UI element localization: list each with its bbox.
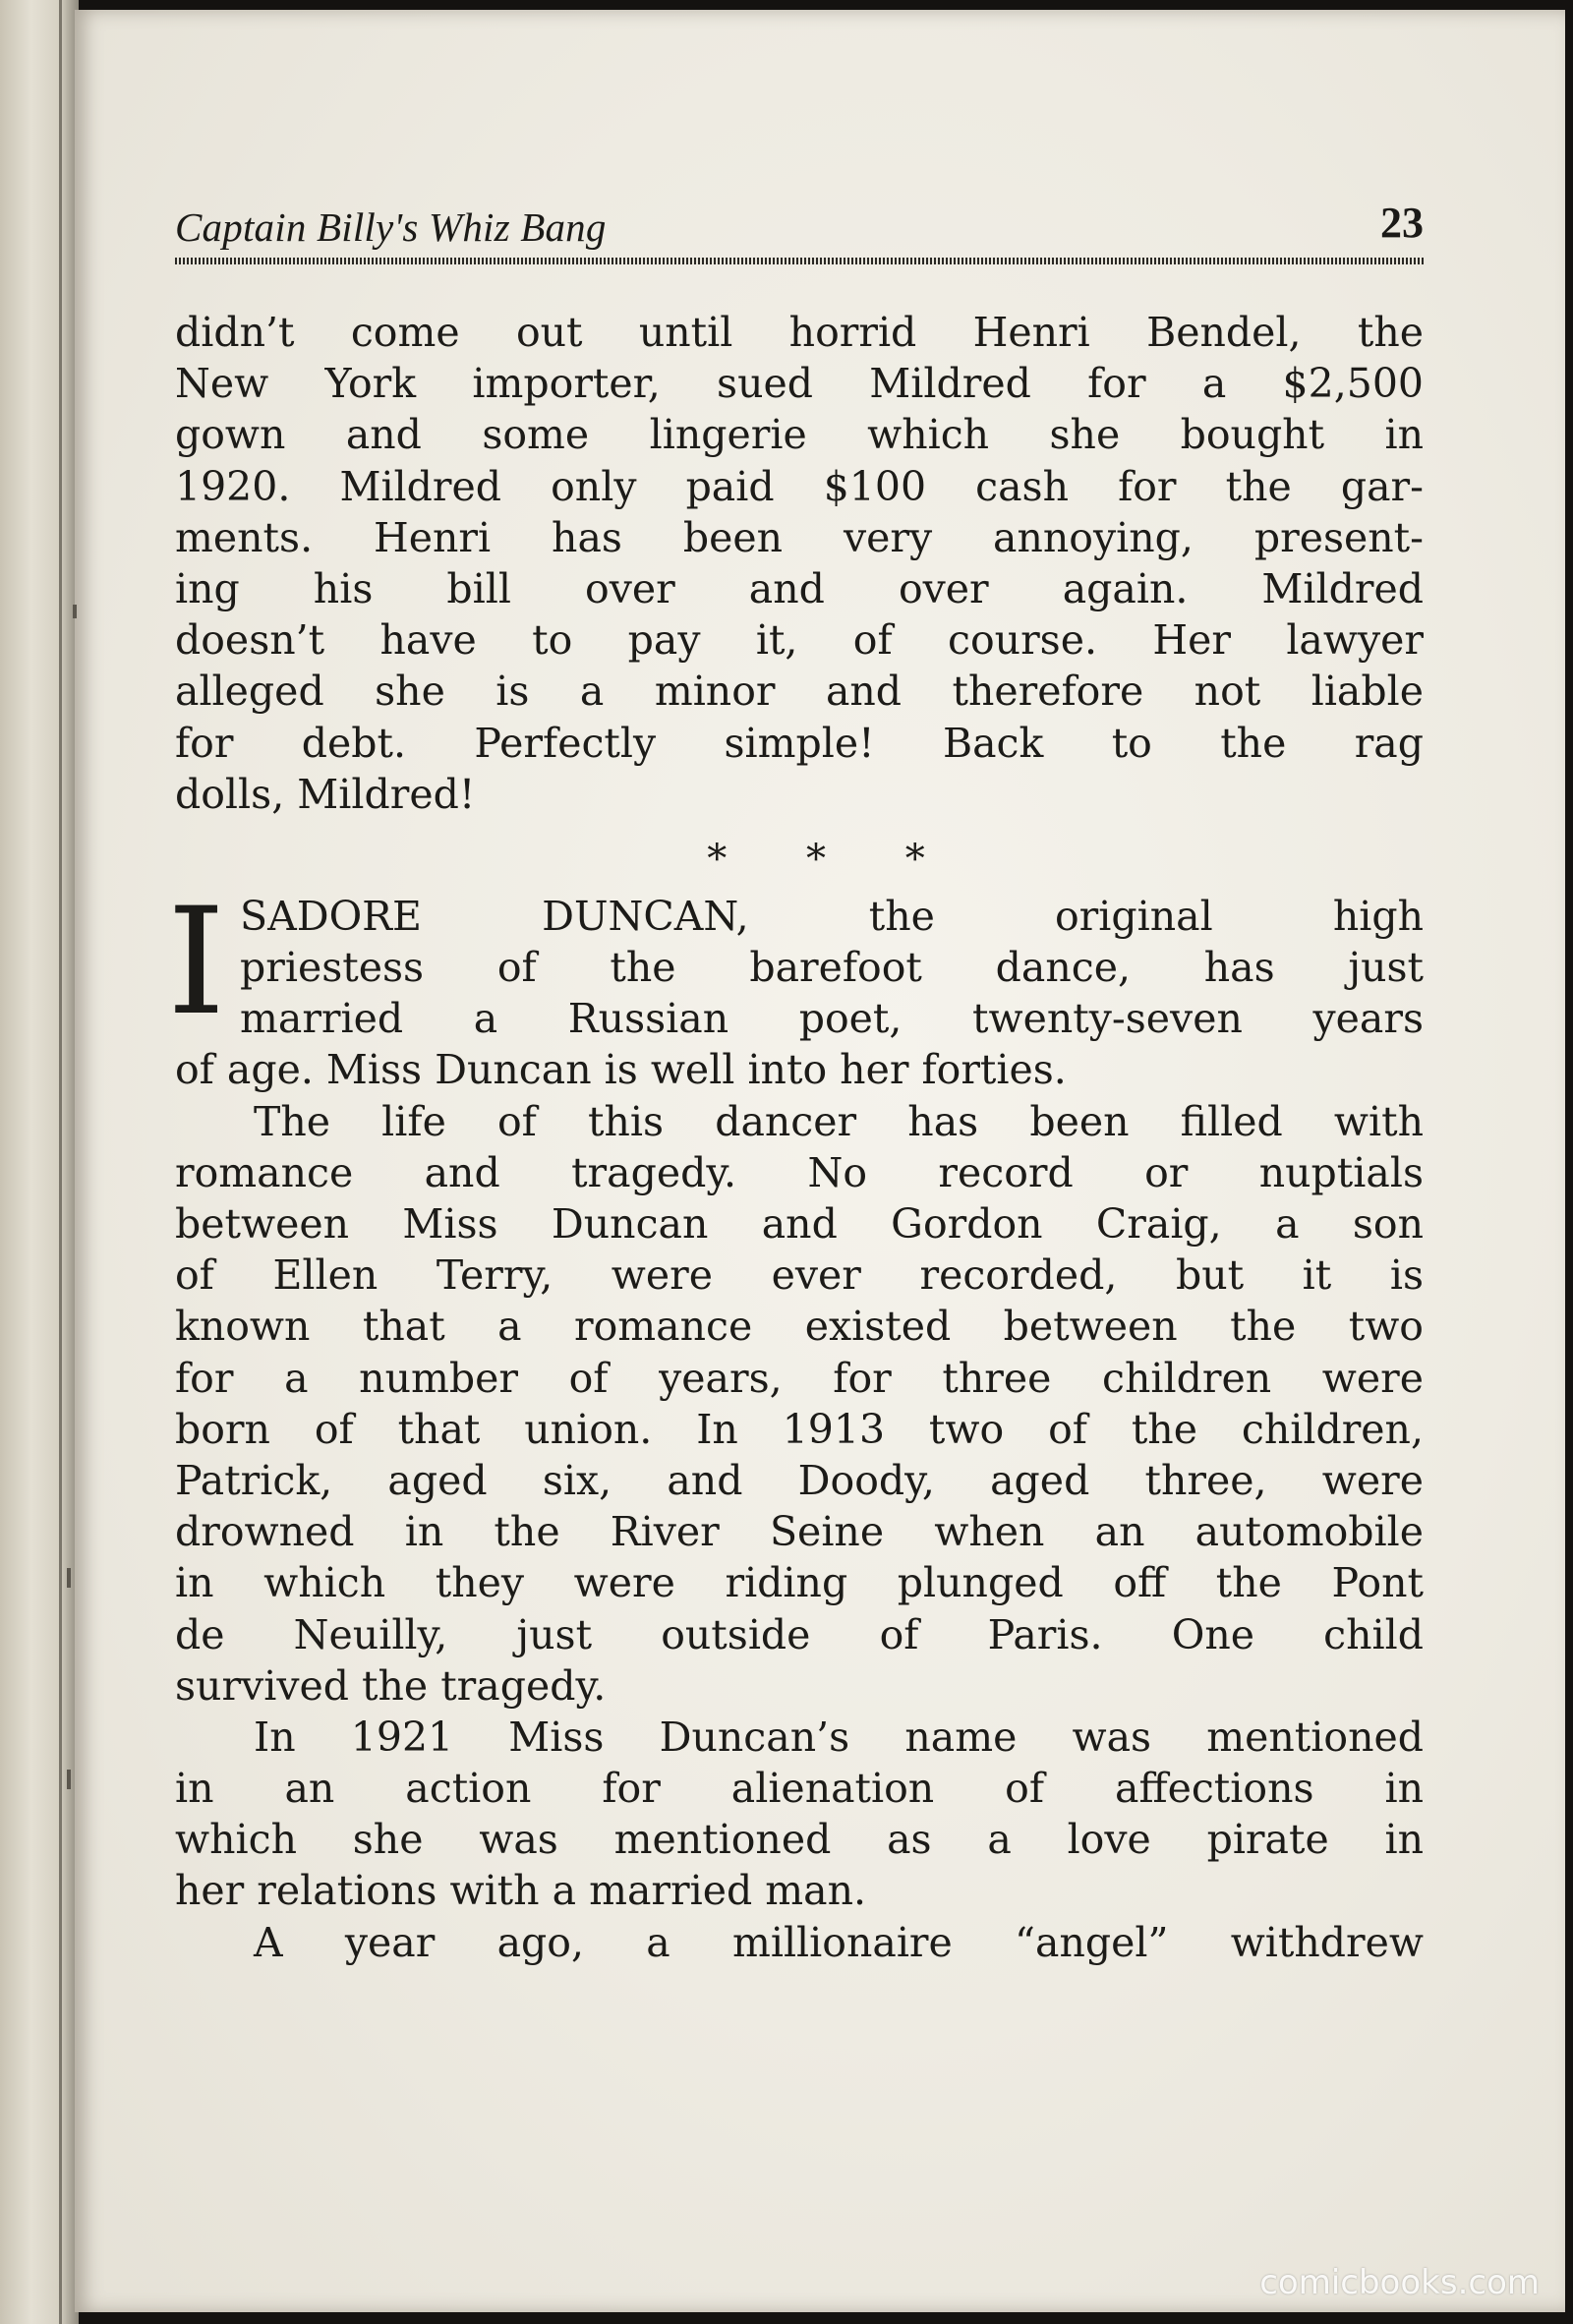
text-line: in which they were riding plunged off the Pont xyxy=(175,1559,1424,1607)
text-line: priestess of the barefoot dance, has just xyxy=(240,944,1424,992)
text-line: born of that union. In 1913 two of the children, xyxy=(175,1405,1424,1453)
spine-fold xyxy=(59,0,62,2324)
previous-page-edge xyxy=(0,0,79,2324)
margin-mark xyxy=(73,605,77,618)
text-line: gown and some lingerie which she bought in xyxy=(175,411,1424,459)
text-line: of Ellen Terry, were ever recorded, but it is xyxy=(175,1251,1424,1300)
text-line: 1920. Mildred only paid $100 cash for the gar- xyxy=(175,462,1424,510)
paragraph-1 xyxy=(175,307,1424,820)
margin-mark xyxy=(67,1770,71,1789)
text-line: for a number of years, for three children were xyxy=(175,1354,1424,1402)
page-header xyxy=(175,190,1424,259)
text-line: married a Russian poet, twenty-seven years xyxy=(240,995,1424,1043)
text-line: SADORE DUNCAN, the original high xyxy=(240,892,1424,940)
text-line: her relations with a married man. xyxy=(175,1867,867,1915)
site-watermark: comicbooks.com xyxy=(1259,2263,1540,2302)
text-line: for debt. Perfectly simple! Back to the rag xyxy=(175,719,1424,767)
text-line: which she was mentioned as a love pirate in xyxy=(175,1816,1424,1864)
text-line: drowned in the River Seine when an automobile xyxy=(175,1508,1424,1556)
text-line: In 1921 Miss Duncan’s name was mentioned xyxy=(254,1713,1424,1761)
paragraph-4 xyxy=(175,1712,1424,1917)
article-text xyxy=(167,307,1424,1968)
page-number: 23 xyxy=(1380,199,1424,247)
text-line: dolls, Mildred! xyxy=(175,770,476,818)
drop-cap: I xyxy=(167,876,226,1048)
text-line: of age. Miss Duncan is well into her forties. xyxy=(175,1046,1067,1094)
text-line: romance and tragedy. No record or nuptials xyxy=(175,1148,1424,1196)
paragraph-2 xyxy=(167,876,1424,1096)
text-line: de Neuilly, just outside of Paris. One child xyxy=(175,1610,1424,1658)
text-line: A year ago, a millionaire “angel” withdrew xyxy=(254,1918,1424,1966)
margin-mark xyxy=(67,1568,71,1588)
text-line: ments. Henri has been very annoying, present- xyxy=(175,513,1424,561)
running-title: Captain Billy's Whiz Bang xyxy=(175,204,607,250)
section-separator: * * * xyxy=(707,836,959,882)
text-line: New York importer, sued Mildred for a $2,500 xyxy=(175,360,1424,408)
header-rule xyxy=(175,258,1424,264)
text-line: in an action for alienation of affections in xyxy=(175,1765,1424,1813)
text-line: between Miss Duncan and Gordon Craig, a son xyxy=(175,1200,1424,1248)
text-line: ing his bill over and over again. Mildred xyxy=(175,564,1424,612)
text-line: The life of this dancer has been filled with xyxy=(254,1097,1424,1145)
text-line: known that a romance existed between the two xyxy=(175,1303,1424,1351)
text-line: doesn’t have to pay it, of course. Her lawyer xyxy=(175,616,1424,665)
paragraph-3 xyxy=(175,1096,1424,1712)
text-line: Patrick, aged six, and Doody, aged three, were xyxy=(175,1456,1424,1504)
text-line: survived the tragedy. xyxy=(175,1661,607,1710)
paragraph-5 xyxy=(175,1917,1424,1968)
text-line: didn’t come out until horrid Henri Bendel, the xyxy=(175,309,1424,356)
text-line: alleged she is a minor and therefore not liable xyxy=(175,668,1424,716)
